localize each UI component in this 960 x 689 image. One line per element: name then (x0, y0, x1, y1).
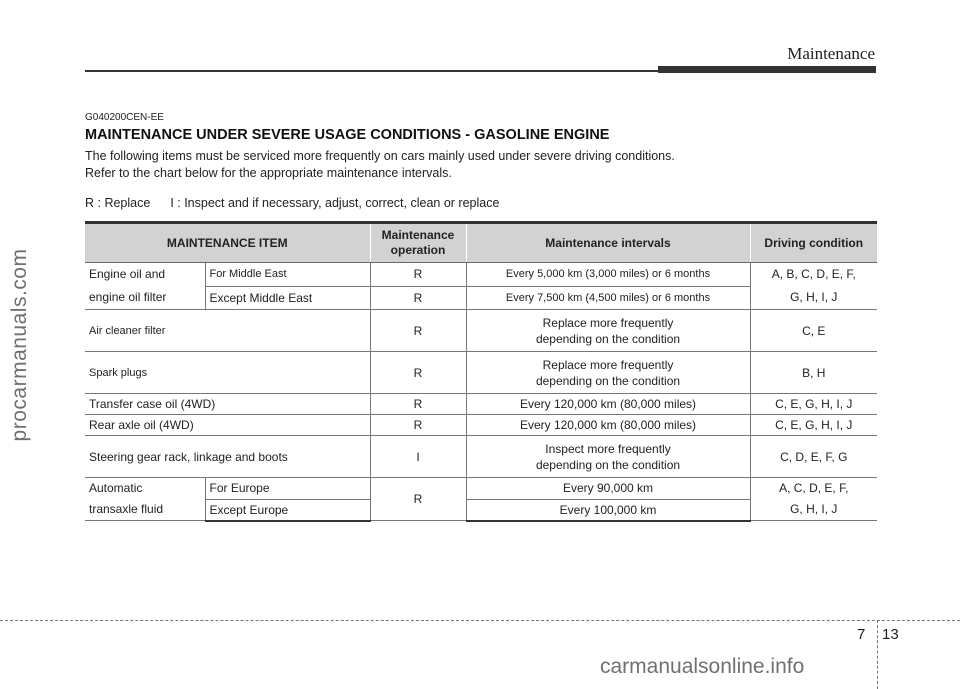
interval-line-2: depending on the condition (535, 373, 681, 388)
maintenance-table (85, 221, 877, 522)
sub-item: For Middle East (205, 263, 370, 287)
condition-line-2: G, H, I, J (790, 290, 838, 304)
condition-cell: B, H (750, 352, 877, 394)
condition-cell: C, E, G, H, I, J (750, 415, 877, 436)
header-maintenance-item: MAINTENANCE ITEM (85, 223, 370, 263)
table-row (85, 394, 877, 415)
header-rule (85, 70, 660, 72)
table-row (85, 310, 877, 352)
interval-cell (466, 352, 750, 394)
table-row (85, 436, 877, 478)
operation-cell: I (370, 436, 466, 478)
header-maintenance-intervals: Maintenance intervals (466, 223, 750, 263)
interval-cell (466, 310, 750, 352)
item-engine-oil (85, 263, 205, 310)
footer-crop-line-vertical (877, 620, 878, 689)
footer-crop-line (0, 620, 960, 621)
header-operation-line-1: Maintenance (381, 228, 455, 242)
watermark-left-text: procarmanuals.com (8, 248, 31, 442)
page-chapter: 7 (857, 626, 866, 643)
interval-cell: Every 120,000 km (80,000 miles) (466, 394, 750, 415)
item-spark-plugs: Spark plugs (85, 352, 370, 394)
header-maintenance-operation (370, 223, 466, 263)
interval-cell (466, 436, 750, 478)
item-engine-oil-line-1: Engine oil and (89, 267, 166, 281)
condition-cell: C, D, E, F, G (750, 436, 877, 478)
condition-cell: C, E, G, H, I, J (750, 394, 877, 415)
table-row (85, 352, 877, 394)
sub-item: Except Middle East (205, 286, 370, 310)
watermark-bottom: carmanualsonline.info (600, 655, 805, 678)
interval-cell: Every 7,500 km (4,500 miles) or 6 months (466, 286, 750, 310)
condition-cell (750, 263, 877, 310)
interval-line-1: Inspect more frequently (545, 441, 671, 456)
condition-cell (750, 478, 877, 521)
operation-cell: R (370, 415, 466, 436)
interval-cell: Every 100,000 km (466, 499, 750, 521)
item-steering-gear: Steering gear rack, linkage and boots (85, 436, 370, 478)
intro-line-2: Refer to the chart below for the appropriate maintenance intervals. (85, 166, 452, 180)
legend-replace: R : Replace (85, 196, 151, 210)
condition-cell: C, E (750, 310, 877, 352)
watermark-left (0, 0, 40, 689)
item-transfer-case-oil: Transfer case oil (4WD) (85, 394, 370, 415)
operation-cell: R (370, 478, 466, 521)
intro-line-1: The following items must be serviced more frequently on cars mainly used under severe driving conditions. (85, 149, 675, 163)
operation-cell: R (370, 394, 466, 415)
interval-cell: Every 120,000 km (80,000 miles) (466, 415, 750, 436)
interval-line-2: depending on the condition (535, 331, 681, 346)
interval-line-1: Replace more frequently (542, 315, 674, 330)
condition-line-1: A, C, D, E, F, (779, 481, 849, 495)
table-row (85, 478, 877, 500)
item-engine-oil-line-2: engine oil filter (89, 290, 167, 304)
interval-line-2: depending on the condition (535, 457, 681, 472)
page-number: 13 (882, 626, 899, 643)
item-air-cleaner-filter: Air cleaner filter (85, 310, 370, 352)
item-transaxle-line-2: transaxle fluid (89, 502, 164, 516)
table-row (85, 263, 877, 287)
item-rear-axle-oil: Rear axle oil (4WD) (85, 415, 370, 436)
operation-cell: R (370, 263, 466, 287)
sub-item: For Europe (205, 478, 370, 500)
document-code: G040200CEN-EE (85, 112, 164, 123)
interval-line-1: Replace more frequently (542, 357, 674, 372)
header-driving-condition: Driving condition (750, 223, 877, 263)
interval-cell: Every 5,000 km (3,000 miles) or 6 months (466, 263, 750, 287)
legend (85, 196, 499, 210)
operation-cell: R (370, 286, 466, 310)
condition-line-2: G, H, I, J (790, 502, 838, 516)
item-transaxle-fluid (85, 478, 205, 521)
header-rule-accent (658, 66, 876, 73)
condition-line-1: A, B, C, D, E, F, (771, 267, 856, 281)
intro-text (85, 148, 675, 182)
table-row (85, 415, 877, 436)
interval-cell: Every 90,000 km (466, 478, 750, 500)
item-transaxle-line-1: Automatic (89, 481, 143, 495)
sub-item: Except Europe (205, 499, 370, 521)
section-title: Maintenance (787, 44, 875, 63)
legend-inspect: I : Inspect and if necessary, adjust, correct, clean or replace (170, 196, 500, 210)
header-operation-line-2: operation (390, 243, 446, 257)
operation-cell: R (370, 310, 466, 352)
table-header-row (85, 223, 877, 263)
operation-cell: R (370, 352, 466, 394)
document-heading: MAINTENANCE UNDER SEVERE USAGE CONDITIONS - GASOLINE ENGINE (85, 127, 610, 143)
